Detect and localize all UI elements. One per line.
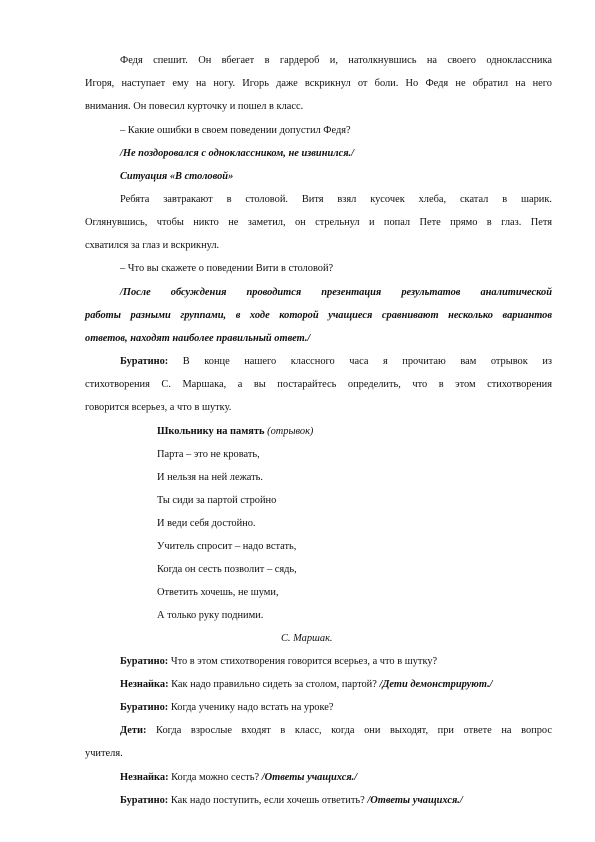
paragraph-line: Оглянувшись, чтобы никто не заметил, он стрельнул и попал Пете прямо в глаз. Петя — [85, 217, 552, 228]
stage-note: /Дети демонстрируют./ — [379, 679, 493, 690]
speaker-text: Что в этом стихотворения говорится всерьез, а что в шутку? — [168, 656, 438, 667]
dialogue-line — [120, 673, 493, 696]
poem-subtitle: (отрывок) — [264, 426, 314, 437]
note-line: ответов, находят наиболее правильный ответ./ — [85, 333, 311, 344]
poem-line: И веди себя достойно. — [157, 518, 256, 529]
speaker-text: Когда можно сесть? — [168, 772, 262, 783]
situation-title: Ситуация «В столовой» — [120, 171, 234, 182]
dialogue-line — [120, 696, 334, 719]
poem-line: Учитель спросит – надо встать, — [157, 541, 297, 552]
speaker-name: Незнайка: — [120, 679, 169, 690]
dialogue-line — [120, 766, 357, 789]
poem-line: Ты сиди за партой стройно — [157, 495, 277, 506]
dialogue-line — [120, 719, 552, 742]
speaker-text: В конце нашего классного часа я прочитаю вам отрывок из — [168, 356, 552, 367]
speaker-text: Как надо поступить, если хочешь ответить? — [168, 795, 368, 806]
poem-title — [157, 420, 313, 443]
poem-line: А только руку подними. — [157, 610, 264, 621]
speaker-line — [120, 350, 552, 373]
paragraph-line: говорится всерьез, а что в шутку. — [85, 402, 232, 413]
question-line: – Какие ошибки в своем поведении допустил Федя? — [120, 125, 351, 136]
dialogue-line — [120, 789, 463, 812]
poem-title-text: Школьнику на память — [157, 426, 265, 437]
poem-line: Ответить хочешь, не шуми, — [157, 587, 279, 598]
dialogue-line — [120, 650, 437, 673]
question-line: – Что вы скажете о поведении Вити в столовой? — [120, 263, 334, 274]
stage-note: /Ответы учащихся./ — [367, 795, 463, 806]
paragraph-line: Игоря, наступает ему на ногу. Игорь даже вскрикнул от боли. Но Федя не обратил на него — [85, 78, 552, 89]
answer-note: /Не поздоровался с одноклассником, не извинился./ — [120, 148, 355, 159]
speaker-name: Дети: — [120, 725, 147, 736]
speaker-name: Буратино: — [120, 702, 169, 713]
paragraph-line: учителя. — [85, 748, 123, 759]
note-line: работы разными группами, в ходе которой учащиеся сравнивают несколько вариантов — [85, 310, 552, 321]
paragraph-line: Ребята завтракают в столовой. Витя взял кусочек хлеба, скатал в шарик. — [120, 194, 552, 205]
speaker-name: Незнайка: — [120, 772, 169, 783]
speaker-name: Буратино: — [120, 356, 169, 367]
paragraph-line: стихотворения С. Маршака, а вы постарайтесь определить, что в этом стихотворения — [85, 379, 552, 390]
paragraph-line: Федя спешит. Он вбегает в гардероб и, натолкнувшись на своего одноклассника — [120, 55, 552, 66]
paragraph-line: схватился за глаз и вскрикнул. — [85, 240, 220, 251]
speaker-text: Когда взрослые входят в класс, когда они выходят, при ответе на вопрос — [146, 725, 552, 736]
poem-line: Парта – это не кровать, — [157, 449, 260, 460]
poem-line: Когда он сесть позволит – сядь, — [157, 564, 297, 575]
poem-author: С. Маршак. — [281, 633, 333, 644]
poem-line: И нельзя на ней лежать. — [157, 472, 263, 483]
speaker-name: Буратино: — [120, 656, 169, 667]
speaker-text: Как надо правильно сидеть за столом, партой? — [168, 679, 380, 690]
speaker-name: Буратино: — [120, 795, 169, 806]
note-line: /После обсуждения проводится презентация результатов аналитической — [120, 287, 552, 298]
speaker-text: Когда ученику надо встать на уроке? — [168, 702, 334, 713]
stage-note: /Ответы учащихся./ — [261, 772, 358, 783]
paragraph-line: внимания. Он повесил курточку и пошел в класс. — [85, 101, 304, 112]
